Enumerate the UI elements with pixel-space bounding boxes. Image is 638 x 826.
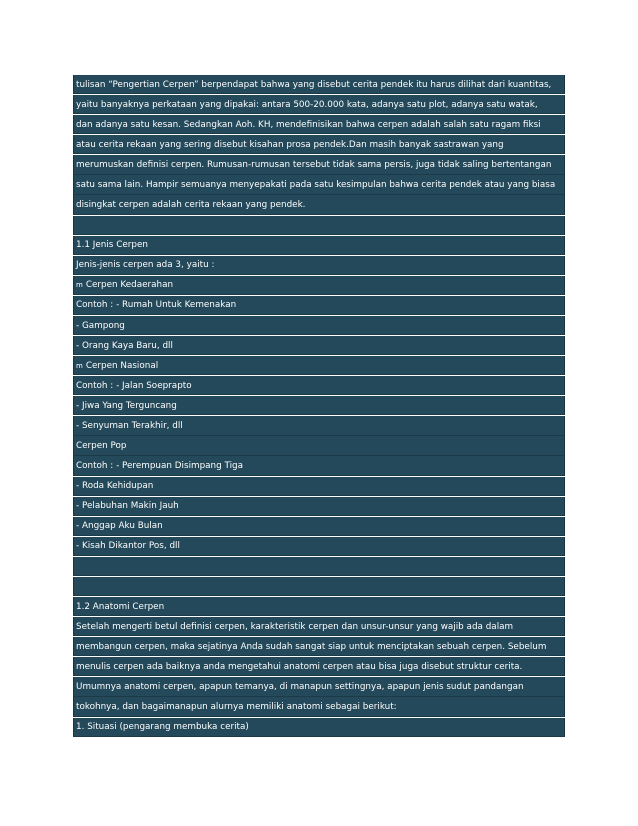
row-text: - Pelabuhan Makin Jauh <box>76 501 179 512</box>
row-text: Umumnya anatomi cerpen, apapun temanya, di manapun settingnya, apapun jenis sudut pandangan <box>76 681 524 692</box>
row-text: - Kisah Dikantor Pos, dll <box>76 541 180 552</box>
bullet-icon: m <box>76 281 83 290</box>
row-text: - Orang Kaya Baru, dll <box>76 340 173 351</box>
row-text: 1.2 Anatomi Cerpen <box>76 601 165 612</box>
row-text: tulisan “Pengertian Cerpen” berpendapat bahwa yang disebut cerita pendek itu harus dilihat dari kuantitas, <box>76 79 552 90</box>
row-text: - Anggap Aku Bulan <box>76 521 163 532</box>
text-row <box>73 115 565 134</box>
text-row <box>73 356 565 375</box>
text-row <box>73 195 565 214</box>
row-text: - Roda Kehidupan <box>76 481 154 492</box>
row-text: atau cerita rekaan yang sering disebut kisahan prosa pendek.Dan masih banyak sastrawan yang <box>76 139 504 150</box>
text-row <box>73 75 565 94</box>
row-text: 1.1 Jenis Cerpen <box>76 240 148 251</box>
row-text: membangun cerpen, maka sejatinya Anda sudah sangat siap untuk menciptakan sebuah cerpen. Sebelum <box>76 641 547 652</box>
text-row <box>73 155 565 174</box>
text-row <box>73 276 565 295</box>
text-row <box>73 175 565 194</box>
text-row <box>73 477 565 496</box>
text-row <box>73 497 565 516</box>
text-row <box>73 597 565 616</box>
text-row <box>73 296 565 315</box>
text-row <box>73 657 565 676</box>
row-text: Setelah mengerti betul definisi cerpen, karakteristik cerpen dan unsur-unsur yang wajib ada dalam <box>76 621 514 632</box>
text-row <box>73 376 565 395</box>
text-row <box>73 436 565 455</box>
row-text: Cerpen Nasional <box>85 360 159 371</box>
blank-row <box>73 557 565 576</box>
row-text: satu sama lain. Hampir semuanya menyepakati pada satu kesimpulan bahwa cerita pendek atau yang biasa <box>76 179 556 190</box>
row-text: Cerpen Kedaerahan <box>85 280 174 291</box>
text-row <box>73 697 565 716</box>
row-text: Contoh : - Jalan Soeprapto <box>76 380 192 391</box>
row-text: menulis cerpen ada baiknya anda mengetahui anatomi cerpen atau bisa juga disebut struktur cerita. <box>76 661 523 672</box>
row-text: Contoh : - Rumah Untuk Kemenakan <box>76 300 237 311</box>
row-text: - Gampong <box>76 320 125 331</box>
row-text: Cerpen Pop <box>76 441 127 451</box>
blank-row <box>73 216 565 235</box>
row-text: tokohnya, dan bagaimanapun alurnya memiliki anatomi sebagai berikut: <box>76 702 397 713</box>
text-row <box>73 95 565 114</box>
text-row <box>73 456 565 475</box>
document-body <box>73 75 565 738</box>
row-text: merumuskan definisi cerpen. Rumusan-rumusan tersebut tidak sama persis, juga tidak saling bertentangan <box>76 159 552 170</box>
row-text: - Jiwa Yang Terguncang <box>76 400 177 411</box>
bullet-icon: m <box>76 361 83 370</box>
row-text: 1. Situasi (pengarang membuka cerita) <box>76 722 249 733</box>
text-row <box>73 256 565 275</box>
row-text: - Senyuman Terakhir, dll <box>76 420 183 431</box>
text-row <box>73 336 565 355</box>
row-text: Jenis-jenis cerpen ada 3, yaitu : <box>76 260 215 271</box>
text-row <box>73 637 565 656</box>
text-row <box>73 416 565 435</box>
row-text: disingkat cerpen adalah cerita rekaan yang pendek. <box>76 200 306 211</box>
text-row <box>73 236 565 255</box>
row-text: yaitu banyaknya perkataan yang dipakai: antara 500-20.000 kata, adanya satu plot, adanya satu watak, <box>76 99 538 110</box>
blank-row <box>73 577 565 596</box>
row-text: Contoh : - Perempuan Disimpang Tiga <box>76 461 244 472</box>
text-row <box>73 617 565 636</box>
text-row <box>73 396 565 415</box>
text-row <box>73 316 565 335</box>
row-text: dan adanya satu kesan. Sedangkan Aoh. KH, mendefinisikan bahwa cerpen adalah salah satu ragam fiksi <box>76 119 541 130</box>
text-row <box>73 677 565 696</box>
text-row <box>73 537 565 556</box>
text-row <box>73 718 565 737</box>
text-row <box>73 517 565 536</box>
text-row <box>73 135 565 154</box>
